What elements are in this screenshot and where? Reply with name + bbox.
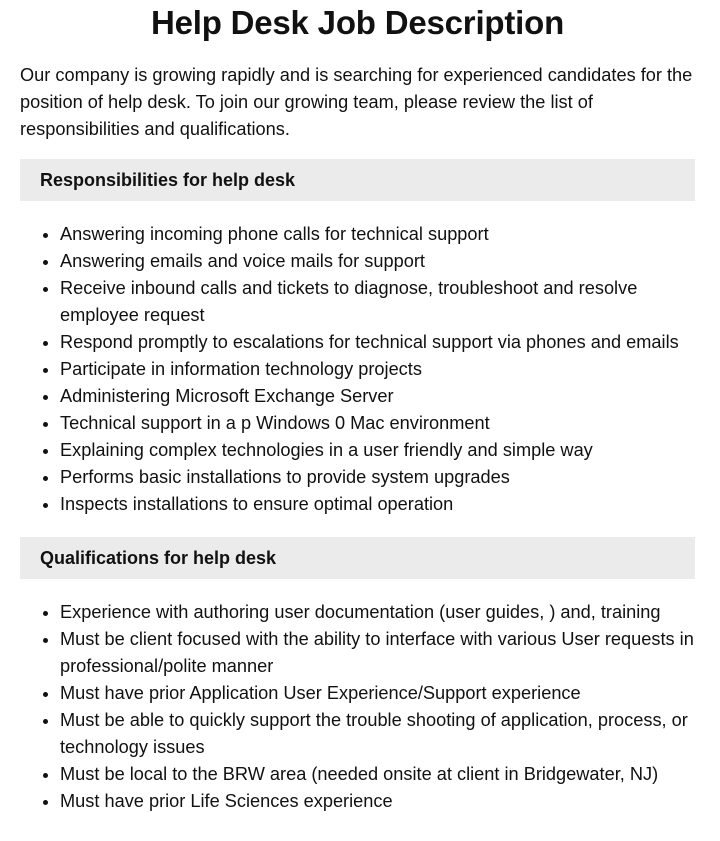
- list-item: • Participate in information technology projects: [60, 356, 695, 383]
- list-item: • Experience with authoring user documentation (user guides, ) and, training: [60, 599, 695, 626]
- responsibilities-heading: Responsibilities for help desk: [20, 159, 695, 201]
- list-item: • Respond promptly to escalations for technical support via phones and emails: [60, 329, 695, 356]
- list-item: • Answering emails and voice mails for support: [60, 248, 695, 275]
- list-item: • Explaining complex technologies in a user friendly and simple way: [60, 437, 695, 464]
- list-item: • Must have prior Life Sciences experience: [60, 788, 695, 815]
- list-item: • Must be client focused with the ability to interface with various User requests in professional/polite manner: [60, 626, 695, 680]
- intro-paragraph: Our company is growing rapidly and is searching for experienced candidates for the position of help desk. To join our growing team, please review the list of responsibilities and qualifications.: [20, 65, 693, 139]
- list-item: • Must be local to the BRW area (needed onsite at client in Bridgewater, NJ): [60, 761, 695, 788]
- responsibilities-list: [20, 221, 695, 518]
- qualifications-list: [20, 599, 695, 815]
- list-item: • Inspects installations to ensure optimal operation: [60, 491, 695, 518]
- qualifications-heading: Qualifications for help desk: [20, 537, 695, 579]
- page-title: Help Desk Job Description: [150, 4, 565, 41]
- list-item: • Must be able to quickly support the trouble shooting of application, process, or technology issues: [60, 707, 695, 761]
- list-item: • Receive inbound calls and tickets to diagnose, troubleshoot and resolve employee request: [60, 275, 695, 329]
- list-item: • Answering incoming phone calls for technical support: [60, 221, 695, 248]
- list-item: • Administering Microsoft Exchange Server: [60, 383, 695, 410]
- list-item: • Technical support in a p Windows 0 Mac environment: [60, 410, 695, 437]
- list-item: • Must have prior Application User Experience/Support experience: [60, 680, 695, 707]
- list-item: • Performs basic installations to provide system upgrades: [60, 464, 695, 491]
